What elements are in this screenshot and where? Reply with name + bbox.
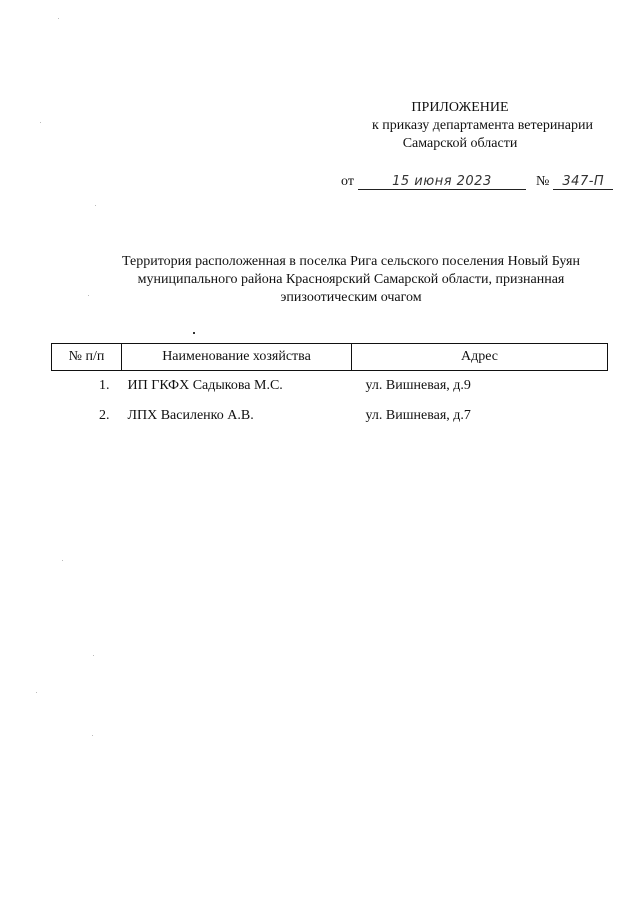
appendix-region-line: Самарской области bbox=[402, 136, 518, 151]
row-farm-name: ИП ГКФХ Садыкова М.С. bbox=[127, 378, 283, 393]
row-number: 2. bbox=[99, 408, 110, 423]
row-farm-name: ЛПХ Василенко А.В. bbox=[127, 408, 254, 423]
header-farm-name: Наименование хозяйства bbox=[122, 344, 352, 371]
order-dateline bbox=[341, 174, 613, 190]
order-number-handwritten: 347-П bbox=[553, 174, 613, 190]
appendix-title: ПРИЛОЖЕНИЕ bbox=[411, 100, 509, 115]
scan-speck bbox=[93, 655, 94, 656]
from-label: от bbox=[341, 174, 354, 189]
row-address: ул. Вишневая, д.7 bbox=[365, 408, 471, 423]
scan-speck bbox=[95, 205, 96, 206]
scan-speck bbox=[92, 735, 93, 736]
heading-line-3: эпизоотическим очагом bbox=[280, 290, 422, 305]
scan-speck bbox=[36, 692, 37, 693]
scan-speck bbox=[58, 18, 59, 19]
scan-speck bbox=[40, 122, 41, 123]
document-heading bbox=[96, 253, 606, 307]
number-label: № bbox=[535, 174, 550, 189]
scan-mark bbox=[193, 332, 195, 334]
appendix-order-line: к приказу департамента ветеринарии bbox=[371, 118, 593, 133]
heading-line-2: муниципального района Красноярский Самарской области, признанная bbox=[137, 272, 565, 287]
scan-speck bbox=[88, 295, 89, 296]
table-header-row bbox=[52, 344, 608, 371]
appendix-header bbox=[330, 99, 593, 153]
heading-line-1: Территория расположенная в поселка Рига сельского поселения Новый Буян bbox=[121, 254, 580, 269]
order-date-handwritten: 15 июня 2023 bbox=[358, 174, 526, 190]
scan-speck bbox=[62, 560, 63, 561]
table-row bbox=[52, 371, 608, 402]
table-row bbox=[52, 401, 608, 431]
row-number: 1. bbox=[99, 378, 110, 393]
header-number: № п/п bbox=[52, 344, 122, 371]
farms-table bbox=[51, 343, 608, 431]
header-address: Адрес bbox=[352, 344, 608, 371]
row-address: ул. Вишневая, д.9 bbox=[365, 378, 471, 393]
